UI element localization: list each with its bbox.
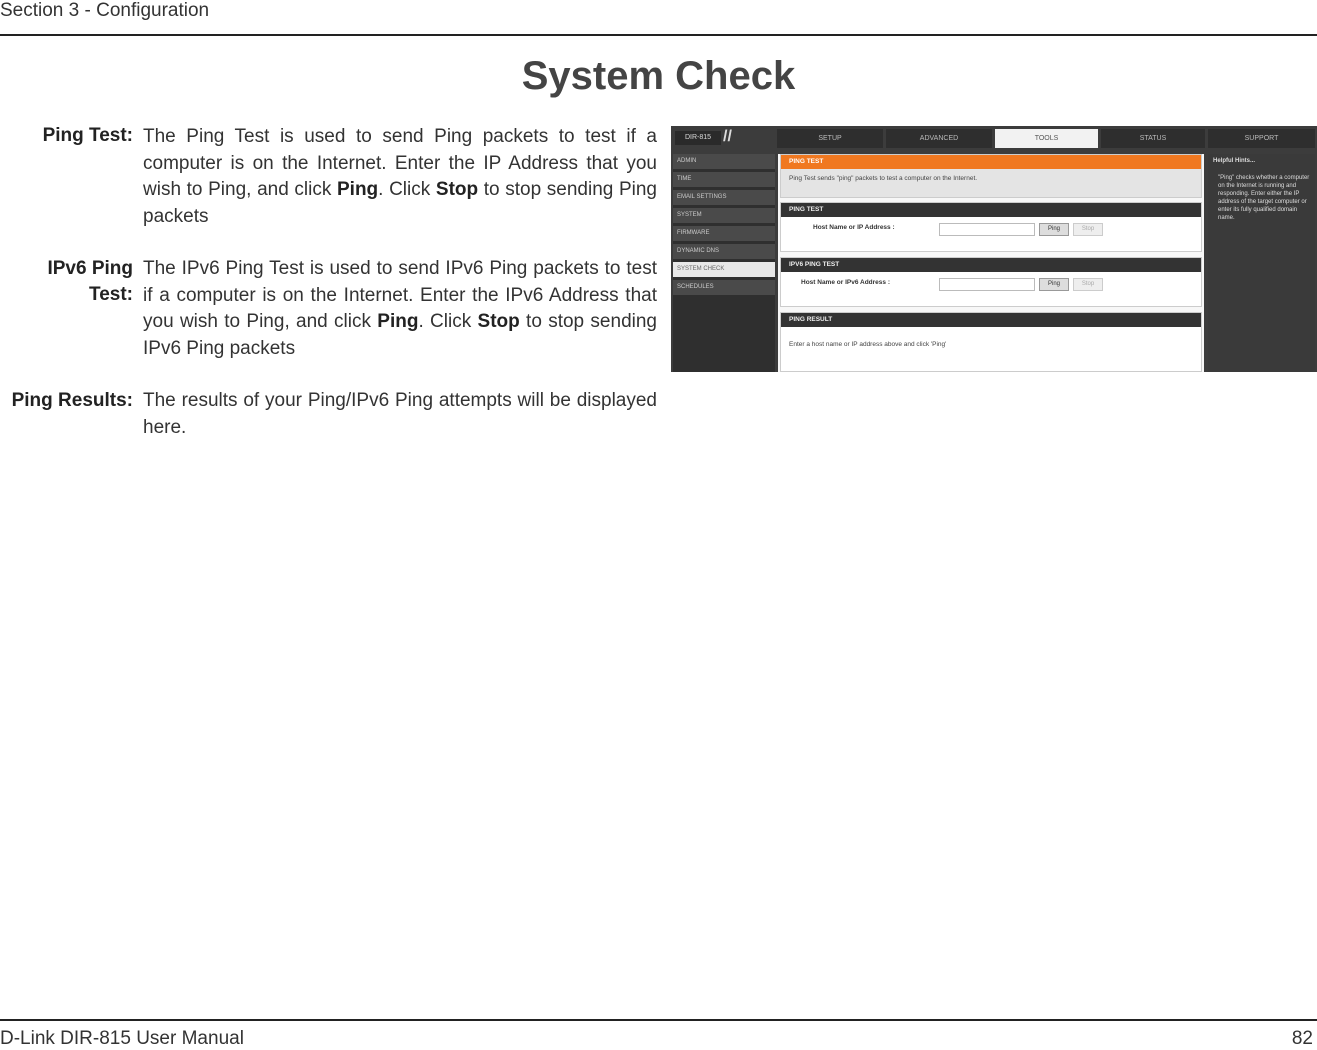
menu-item-time[interactable]: TIME (673, 172, 775, 187)
term-ipv6-ping-test-line1: IPv6 Ping (47, 258, 133, 279)
ipv6-ping-test-box (780, 257, 1202, 307)
tab-tools[interactable]: TOOLS (995, 129, 1098, 148)
tab-support[interactable]: SUPPORT (1208, 129, 1315, 148)
router-screenshot (671, 126, 1317, 372)
helpful-hints-text: "Ping" checks whether a computer on the Internet is running and responding. Enter either the IP address of the target computer or enter its fully qualified domain name. (1218, 175, 1310, 221)
ping-button[interactable]: Ping (1039, 223, 1069, 236)
page-title: System Check (521, 54, 796, 98)
desc-ipv6-ping-test: The IPv6 Ping Test is used to send IPv6 Ping packets to test if a computer is on the Internet. Enter the IPv6 Address that you wish to Ping, and click Ping. Click Stop to stop sending IPv6 Ping packets (143, 258, 657, 359)
ping-result-section-header: PING RESULT (781, 313, 1201, 327)
term-ipv6-ping-test-line2: Test: (89, 284, 133, 305)
model-label: DIR-815 (675, 131, 721, 145)
desc-ping-test: The Ping Test is used to send Ping packets to test if a computer is on the Internet. Enter the IP Address that you wish to Ping, and click Ping. Click Stop to stop sending Ping packets (143, 126, 657, 227)
ping-test-box (780, 202, 1202, 252)
slash-logo-icon: // (723, 128, 732, 145)
ipv6-ping-test-section-header: IPV6 PING TEST (781, 258, 1201, 272)
term-ping-test: Ping Test: (42, 125, 133, 146)
footer-page-number: 82 (1291, 1028, 1313, 1049)
menu-item-admin[interactable]: ADMIN (673, 154, 775, 169)
menu-item-firmware[interactable]: FIRMWARE (673, 226, 775, 241)
menu-item-schedules[interactable]: SCHEDULES (673, 280, 775, 295)
ping-test-section-header: PING TEST (781, 203, 1201, 217)
term-ping-results: Ping Results: (11, 390, 133, 411)
helpful-hints-title: Helpful Hints... (1213, 158, 1255, 164)
ping-test-intro-box (780, 154, 1202, 198)
ipv6-ping-button[interactable]: Ping (1039, 278, 1069, 291)
header-rule (0, 34, 1317, 36)
ipv6-stop-button[interactable]: Stop (1073, 278, 1103, 291)
menu-item-email-settings[interactable]: EMAIL SETTINGS (673, 190, 775, 205)
desc-ping-results: The results of your Ping/IPv6 Ping attempts will be displayed here. (143, 390, 657, 438)
tab-setup[interactable]: SETUP (777, 129, 883, 148)
menu-item-system-check[interactable]: SYSTEM CHECK (673, 262, 775, 277)
footer-manual-title: D-Link DIR-815 User Manual (0, 1028, 244, 1049)
ping-test-intro-text: Ping Test sends "ping" packets to test a computer on the Internet. (789, 175, 978, 182)
ping-result-box (780, 312, 1202, 372)
section-header: Section 3 - Configuration (0, 0, 210, 21)
router-top-bar (671, 126, 1317, 150)
tab-status[interactable]: STATUS (1101, 129, 1205, 148)
router-content (778, 154, 1204, 372)
menu-item-dynamic-dns[interactable]: DYNAMIC DNS (673, 244, 775, 259)
ipv6-host-input[interactable] (939, 278, 1035, 291)
ping-test-intro-header: PING TEST (781, 155, 1201, 169)
ping-result-text: Enter a host name or IP address above and click 'Ping' (789, 341, 947, 348)
ipv6-host-label: Host Name or IPv6 Address : (801, 279, 890, 286)
ping-host-input[interactable] (939, 223, 1035, 236)
ping-host-label: Host Name or IP Address : (813, 224, 895, 231)
stop-button[interactable]: Stop (1073, 223, 1103, 236)
footer-rule (0, 1019, 1317, 1021)
router-side-menu (673, 154, 775, 372)
menu-item-system[interactable]: SYSTEM (673, 208, 775, 223)
helpful-hints-panel (1208, 154, 1315, 372)
tab-advanced[interactable]: ADVANCED (886, 129, 992, 148)
